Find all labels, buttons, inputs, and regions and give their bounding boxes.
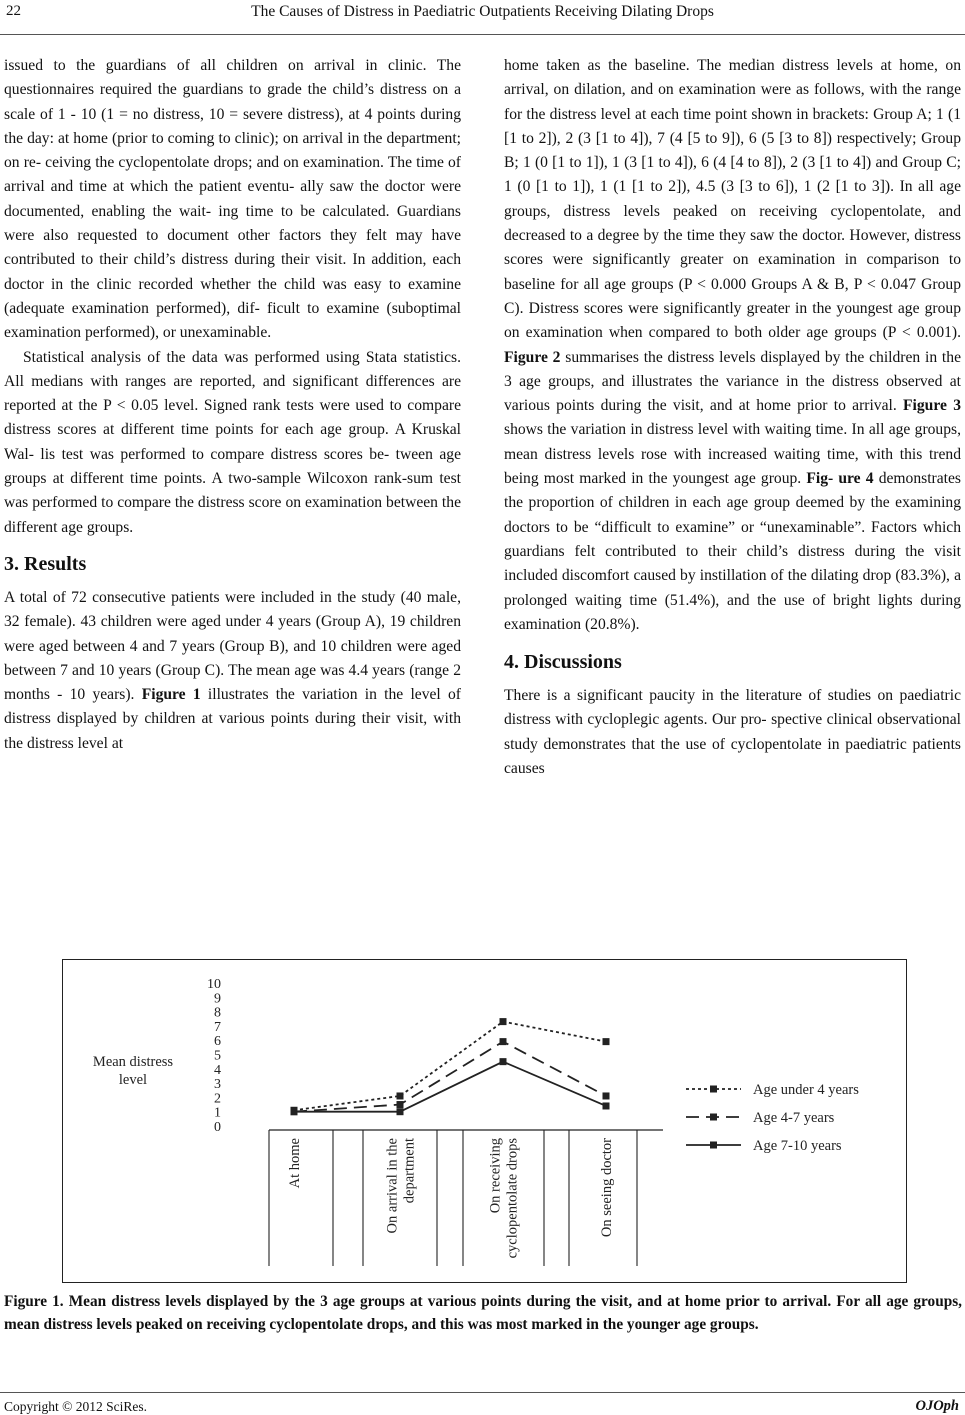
- x-category-label: On receiving: [487, 1138, 504, 1214]
- right-column: [504, 54, 961, 781]
- legend-label: Age 7-10 years: [753, 1138, 842, 1154]
- results-median-text: home taken as the baseline. The median distress levels at home, on arrival, on dilation, and on examination were as follows, with the range for the distress level at each time point shown in brackets: Group A; 1 (1 [1 to 2]), 2 (3 [1 to 4]), 7 (4 [5 to 9]), 6 (5 [3 to 8]) respectively; Group B; 1 (0 [1 to 1]), 1 (3 [1 to 4]), 6 (4 [4 to 8]), 2 (3 [1 to 4]) and Group C; 1 (0 [1 to 1]), 1 (1 [1 to 2]), 4.5 (3 [3 to 6]), 1 (2 [1 to 3]). In all age groups, distress levels peaked on receiving cyclopentolate, and decreased to a degree by the time they saw the doctor. However, distress scores were significantly greater on examination in comparison to baseline for all age groups (P < 0.000 Groups A & B, P < 0.047 Group C). Distress scores were significantly greater in the youngest age group on examination when compared to both older age groups (P < 0.001).: [504, 57, 961, 342]
- running-title: The Causes of Distress in Paediatric Outpatients Receiving Dilating Drops: [251, 3, 714, 20]
- statistics-paragraph: Statistical analysis of the data was performed using Stata statistics. All medians with ranges are reported, and significant differences are reported at the P < 0.05 level. Signed rank tests were used to compare distress scores at different time points for each age group. A Kruskal Wal- lis test was performed to compare distress scores be- tween age groups at different time points. A two-sample Wilcoxon rank-sum test was performed to compare the distress score on examination between the different age groups.: [4, 348, 461, 536]
- methods-paragraph: issued to the guardians of all children on arrival in clinic. The questionnaires required the guardians to grade the child’s distress on a scale of 1 - 10 (1 = no distress, 10 = severe distress), at 4 points during the day: at home (prior to coming to clinic); on arrival in the department; on re- ceiving the cyclopentolate drops; and on examination. The time of arrival and time at which the patient eventu- ally saw the doctor were documented, enabling the wait- ing time to be calculated. Guardians were also requested to document other factors they felt may have contributed to their child’s distress during their visit. In addition, each doctor in the clinic recorded whether the child was easy to examine (adequate examination performed), dif- ficult to examine (suboptimal examination performed), or unexaminable.: [4, 57, 461, 342]
- results-variance-text: summarises the distress levels displayed by the children in the 3 age groups, and illustrates the variance in the distress observed at various points during the visit, and at home prior to arrival.: [504, 348, 961, 415]
- y-tick-label: 4: [214, 1062, 221, 1078]
- results-continued-paragraph: [504, 54, 961, 637]
- distress-line-chart: [63, 960, 906, 1282]
- x-category-label: cyclopentolate drops: [504, 1138, 521, 1259]
- y-tick-label: 9: [214, 991, 221, 1007]
- x-category-label: On arrival in the: [384, 1138, 401, 1234]
- results-factors-text: demonstrates the proportion of children in each age group deemed by the examining doctors to be “difficult to examine” or “unexaminable”. Factors which guardians felt contributed to their child’s distress during the visit included discomfort caused by instillation of the dilating drop (83.3%), a prolonged waiting time (51.4%), and the use of bright lights during examination (20.8%).: [504, 470, 961, 633]
- series-line: [294, 1022, 606, 1111]
- results-waiting-text: shows the variation in distress level with waiting time. In all age groups, mean distress levels rose with increased waiting time, with this trend being most marked in the youngest age group.: [504, 421, 961, 488]
- results-text-2: illustrates the variation in the level of distress displayed by children at various points during their visit, with the distress level at: [4, 686, 461, 752]
- copyright-notice: Copyright © 2012 SciRes.: [4, 1399, 148, 1414]
- figure-2-reference[interactable]: Figure 2: [504, 348, 561, 366]
- figure-1-reference[interactable]: Figure 1: [141, 686, 201, 704]
- legend-marker: [710, 1086, 717, 1093]
- x-category-label: department: [401, 1138, 418, 1204]
- page-header: [0, 0, 965, 35]
- x-category-label: On seeing doctor: [599, 1138, 615, 1238]
- page-footer: [0, 1392, 965, 1415]
- legend-marker: [710, 1114, 717, 1121]
- figure-caption: Figure 1. Mean distress levels displayed by the 3 age groups at various points during the visit, and at home prior to arrival. For all age groups, mean distress levels peaked on receiving cyclopentolate drops, and this was most marked in the younger age groups.: [4, 1293, 962, 1333]
- results-text-1: A total of 72 consecutive patients were included in the study (40 male, 32 female). 43 children were aged under 4 years (Group A), 19 children were aged between 4 and 7 years (Group B), and 10 children were aged between 7 and 10 years (Group C). The mean age was 4.4 years (range 2 months - 10 years).: [4, 588, 461, 704]
- data-point-marker: [500, 1058, 507, 1065]
- data-point-marker: [397, 1101, 404, 1108]
- y-tick-label: 0: [214, 1120, 221, 1135]
- data-point-marker: [397, 1108, 404, 1115]
- journal-name: OJOph: [915, 1398, 959, 1414]
- y-tick-label: 7: [214, 1019, 221, 1035]
- figure-1: [62, 959, 907, 1283]
- y-tick-label: 8: [214, 1005, 221, 1021]
- y-axis-label: Mean distress: [92, 1054, 174, 1070]
- data-point-marker: [500, 1038, 507, 1045]
- series-line: [294, 1042, 606, 1112]
- y-tick-label: 3: [214, 1077, 221, 1093]
- discussions-heading: 4. Discussions: [504, 651, 622, 674]
- data-point-marker: [603, 1092, 610, 1099]
- y-tick-label: 1: [214, 1105, 221, 1121]
- results-paragraph: [4, 586, 461, 756]
- data-point-marker: [500, 1018, 507, 1025]
- y-tick-label: 2: [214, 1091, 221, 1107]
- y-tick-label: 5: [214, 1048, 221, 1064]
- legend-marker: [710, 1142, 717, 1149]
- results-heading: 3. Results: [4, 552, 87, 575]
- data-point-marker: [603, 1102, 610, 1109]
- legend-label: Age 4-7 years: [753, 1110, 835, 1126]
- series-line: [294, 1062, 606, 1112]
- figure-3-reference[interactable]: Figure 3: [903, 397, 961, 415]
- legend-label: Age under 4 years: [753, 1082, 859, 1098]
- y-tick-label: 10: [207, 977, 221, 992]
- x-category-label: At home: [287, 1138, 303, 1189]
- discussions-paragraph: There is a significant paucity in the literature of studies on paediatric distress with cycloplegic agents. Our pro- spective clinical observational study demonstrates that the use of cyclopentolate in paediatric patients causes: [504, 687, 961, 778]
- y-tick-label: 6: [214, 1034, 221, 1050]
- figure-4-reference[interactable]: Fig- ure 4: [806, 470, 874, 488]
- page-number: 22: [6, 3, 21, 19]
- data-point-marker: [397, 1092, 404, 1099]
- left-column: [4, 54, 461, 756]
- data-point-marker: [291, 1108, 298, 1115]
- data-point-marker: [603, 1038, 610, 1045]
- y-axis-label: level: [118, 1072, 148, 1088]
